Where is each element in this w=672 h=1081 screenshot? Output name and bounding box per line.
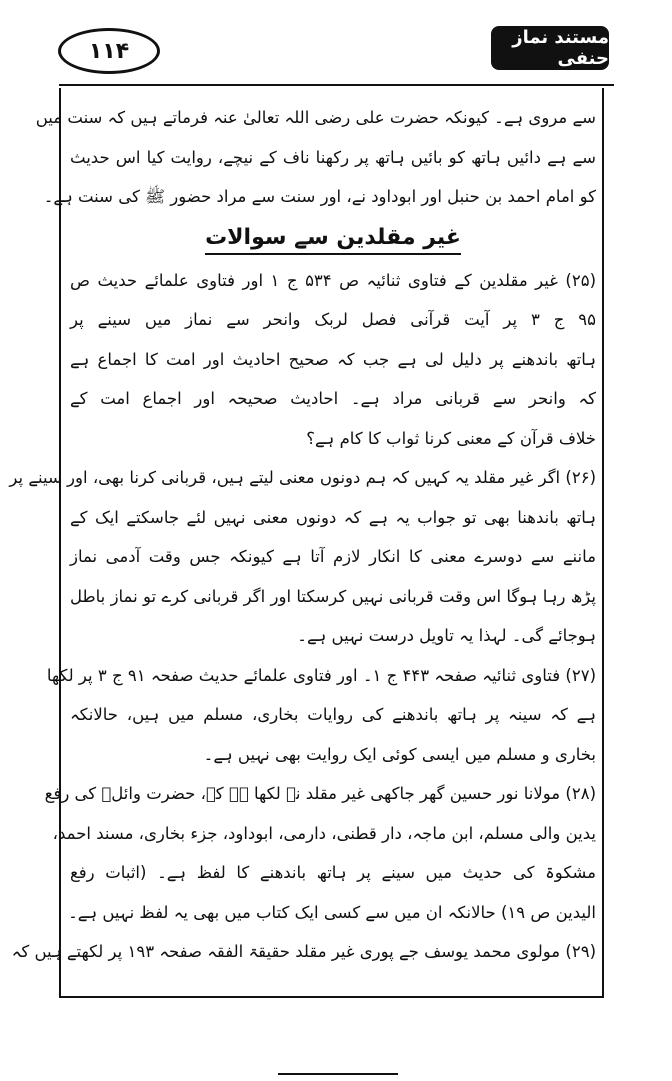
text-line: خلاف قرآن کے معنی کرنا ثواب کا کام ہے؟ xyxy=(306,428,596,448)
book-title-banner: مستند نماز حنفی xyxy=(491,26,609,70)
section-heading-text: غیر مقلدین سے سوالات xyxy=(205,225,461,255)
text-line: ہاتھ باندھنا بھی تو جواب یہ ہے کہ دونوں معنی نہیں لئے جاسکتے ایک کے xyxy=(70,507,596,527)
text-line: ۹۵ ج ۳ پر آیت قرآنی فصل لربک وانحر سے نماز میں سینے پر xyxy=(70,310,596,329)
section-heading xyxy=(70,217,596,259)
text-line: ہوجائے گی۔ لہذا یہ تاویل درست نہیں ہے۔ xyxy=(297,626,596,645)
text-line: (۲۷) فتاوی ثنائیہ صفحہ ۴۴۳ ج ۱۔ اور فتاوی علمائے حدیث صفحہ ۹۱ ج ۳ پر لکھا xyxy=(46,665,596,685)
text-line: یدین والی مسلم، ابن ماجہ، دار قطنی، دارمی، ابوداود، جزء بخاری، مسند احمد، xyxy=(52,823,596,843)
text-line: (۲۹) مولوی محمد یوسف جے پوری غیر مقلد حقیقۃ الفقہ صفحہ ۱۹۳ پر لکھتے ہیں کہ xyxy=(11,942,596,961)
text-line: پڑھ رہا ہوگا اس وقت قربانی نہیں کرسکتا اور اگر قربانی کرے تو نماز باطل xyxy=(70,586,596,606)
text-line: ہاتھ باندھنے پر دلیل لی ہے جب کہ صحیح احادیث اور امت کا اجماع ہے xyxy=(70,349,596,369)
text-line: کہ وانحر سے قربانی مراد ہے۔ احادیث صحیحہ اور اجماع امت کے xyxy=(70,389,596,408)
text-line: ماننے سے دوسرے معنی کا انکار لازم آتا ہے کیونکہ جس وقت آدمی نماز xyxy=(70,547,596,566)
text-line: (۲۶) اگر غیر مقلد یہ کہیں کہ ہم دونوں معنی لیتے ہیں، قربانی کرنا بھی، اور سینے پر xyxy=(9,468,596,487)
text-line: سے ہے دائیں ہاتھ کو بائیں ہاتھ پر رکھنا ناف کے نیچے، روایت کیا اس حدیث xyxy=(70,147,596,167)
text-line: سے مروی ہے۔ کیونکہ حضرت علی رضی اللہ تعالیٰ عنہ فرماتے ہیں کہ سنت میں xyxy=(35,108,596,127)
page-number-badge: ١١۴ xyxy=(58,28,160,74)
footer-divider xyxy=(278,1073,398,1075)
body-text xyxy=(9,98,597,984)
text-line: مشکوۃ کی حدیث میں سینے پر ہاتھ باندھنے کا لفظ ہے۔ (اثبات رفع xyxy=(70,863,596,882)
text-line: کو امام احمد بن حنبل اور ابوداود نے، اور سنت سے مراد حضور ﷺ کی سنت ہے۔ xyxy=(43,187,596,206)
text-line: (۲۸) مولانا نور حسین گھر جاکھی غیر مقلد نے لکھا ہے کہ، حضرت وائلؓ کی رفع xyxy=(44,784,596,803)
header-divider xyxy=(59,84,614,86)
text-line: الیدین ص ۱۹) حالانکہ ان میں سے کسی ایک کتاب میں بھی یہ لفظ نہیں ہے۔ xyxy=(68,902,596,922)
text-line: بخاری و مسلم میں ایسی کوئی ایک روایت بھی نہیں ہے۔ xyxy=(203,744,596,764)
text-line: (۲۵) غیر مقلدین کے فتاوی ثنائیہ ص ۵۳۴ ج ۱ اور فتاوی علمائے حدیث ص xyxy=(70,270,597,290)
text-line: ہے کہ سینہ پر ہاتھ باندھنے کی روایات بخاری، مسلم میں ہیں، حالانکہ xyxy=(70,705,596,724)
